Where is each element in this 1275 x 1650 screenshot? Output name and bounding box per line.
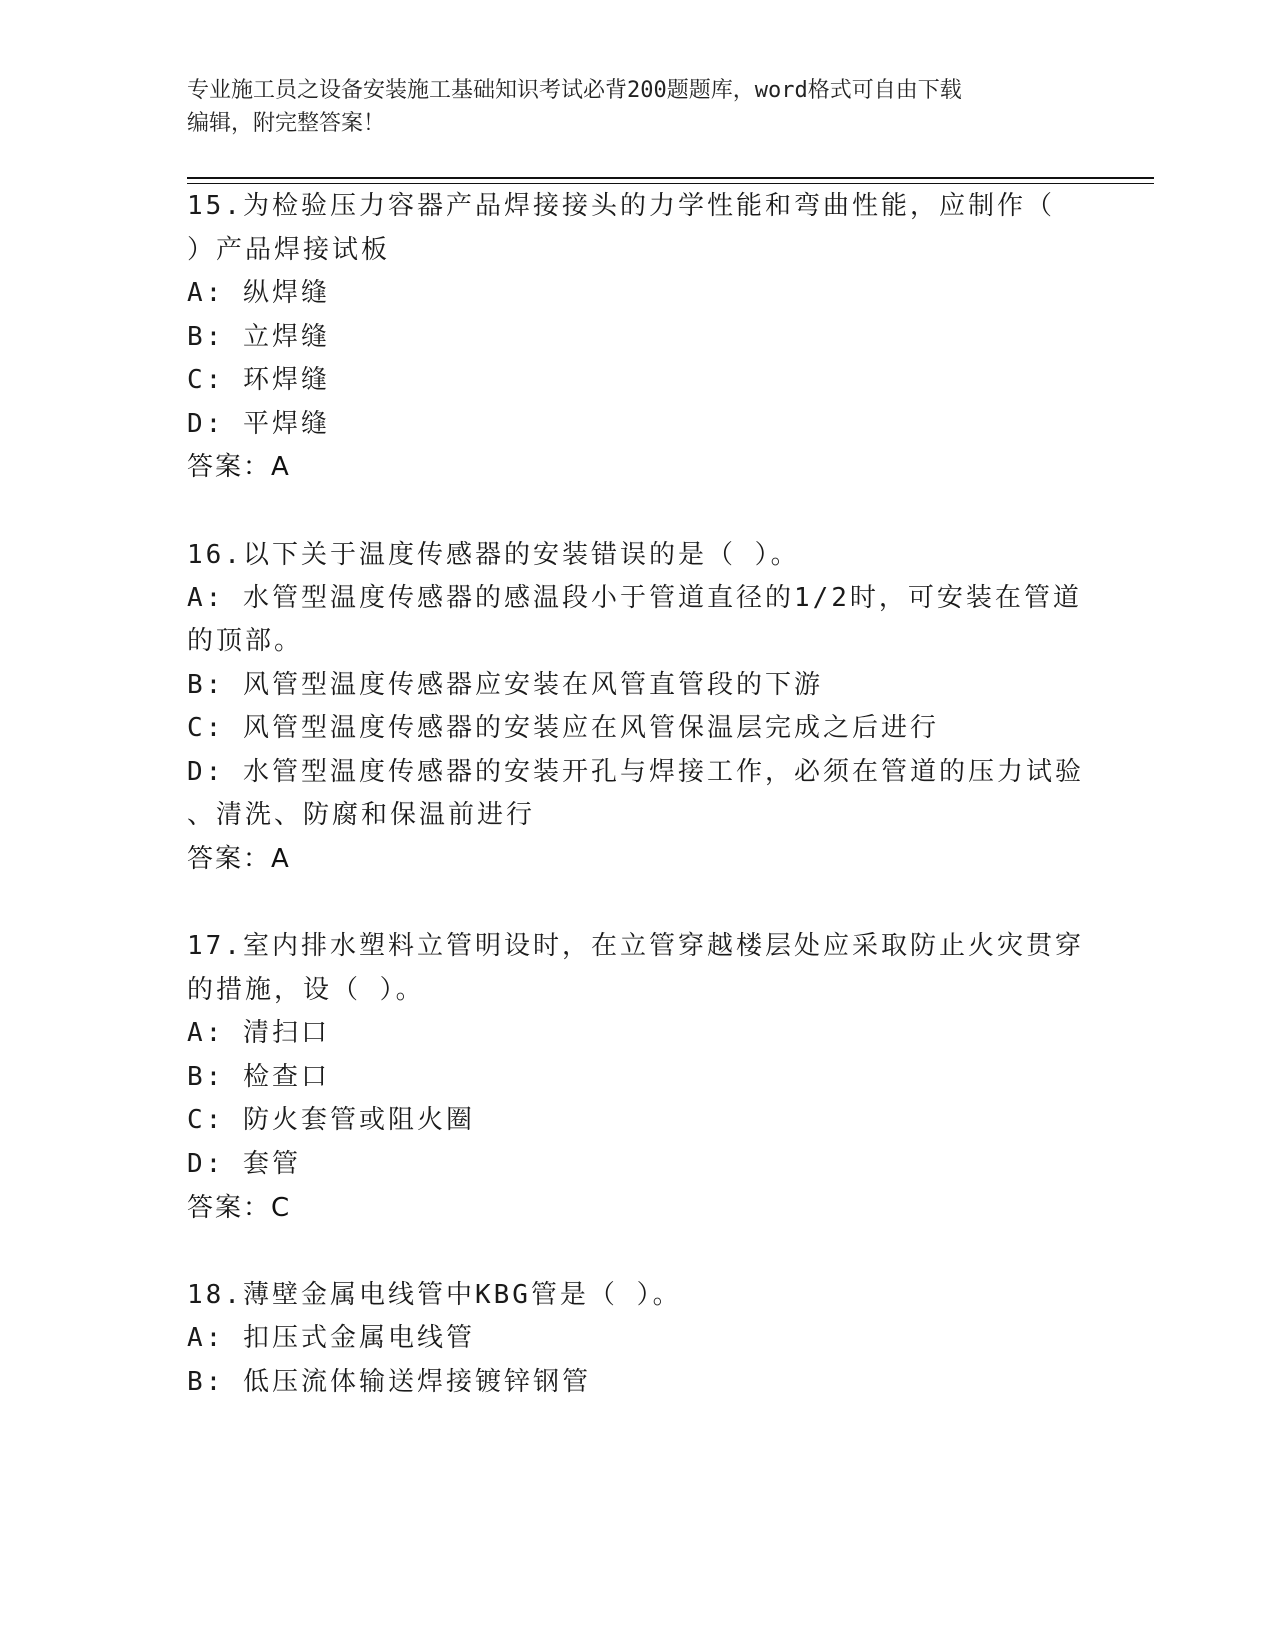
question-stem-continued: ）产品焊接试板 [187,235,391,265]
option-d: D: 水管型温度传感器的安装开孔与焊接工作，必须在管道的压力试验 [187,757,1084,787]
header-divider-thick [187,177,1154,179]
answer: 答案：A [187,452,291,482]
answer: 答案：C [187,1193,292,1223]
question-stem-continued: 的措施，设（ ）。 [187,975,425,1005]
document-header [187,74,1087,140]
option-b: B: 风管型温度传感器应安装在风管直管段的下游 [187,670,823,700]
option-b: B: 低压流体输送焊接镀锌钢管 [187,1367,591,1397]
option-a: A: 水管型温度传感器的感温段小于管道直径的1/2时，可安装在管道 [187,583,1082,613]
option-c: C: 风管型温度传感器的安装应在风管保温层完成之后进行 [187,713,939,743]
question-stem: 16.以下关于温度传感器的安装错误的是（ ）。 [187,540,800,570]
option-d: D: 套管 [187,1149,301,1179]
question-stem: 15.为检验压力容器产品焊接接头的力学性能和弯曲性能，应制作（ [187,191,1055,221]
option-a-continued: 的顶部。 [187,626,304,656]
answer: 答案：A [187,844,291,874]
option-c: C: 环焊缝 [187,365,330,395]
option-c: C: 防火套管或阻火圈 [187,1105,475,1135]
option-b: B: 立焊缝 [187,322,330,352]
option-b: B: 检查口 [187,1062,330,1092]
header-divider-thin [187,183,1154,184]
header-title-line-1: 专业施工员之设备安装施工基础知识考试必背200题题库，word格式可自由下载 [187,78,962,103]
header-title-line-2: 编辑，附完整答案！ [187,111,386,136]
option-a: A: 清扫口 [187,1018,330,1048]
option-a: A: 扣压式金属电线管 [187,1323,475,1353]
option-d: D: 平焊缝 [187,409,330,439]
question-stem: 17.室内排水塑料立管明设时，在立管穿越楼层处应采取防止火灾贯穿 [187,931,1084,961]
option-d-continued: 、清洗、防腐和保温前进行 [187,800,536,830]
question-stem: 18.薄壁金属电线管中KBG管是（ ）。 [187,1280,682,1310]
option-a: A: 纵焊缝 [187,278,330,308]
